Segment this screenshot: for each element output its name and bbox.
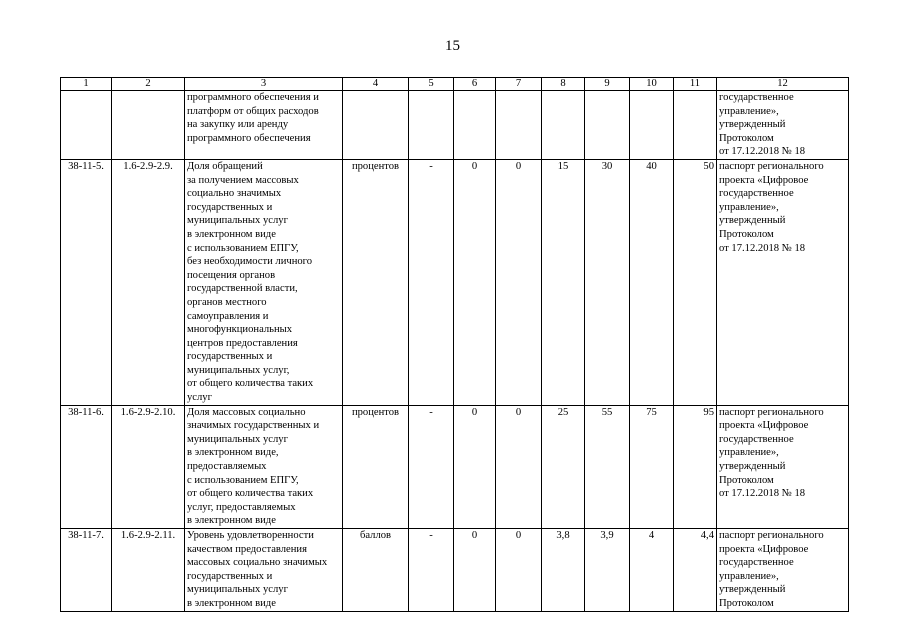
value-col-10: 40 (630, 159, 674, 405)
indicator-name: Доля массовых социально значимых государственных и муниципальных услуг в электронном виде, предоставляемых с использованием ЕПГУ, от общего количества таких услуг, предоставляемых в электронном виде (185, 405, 343, 528)
indicator-unit: процентов (343, 159, 409, 405)
column-header-row (61, 78, 849, 91)
indicator-name: программного обеспечения и платформ от общих расходов на закупку или аренду программного обеспечения (185, 91, 343, 160)
indicator-source: государственное управление», утвержденный Протоколом от 17.12.2018 № 18 (717, 91, 849, 160)
column-header: 1 (61, 78, 112, 91)
indicator-table (60, 77, 849, 612)
column-header: 9 (585, 78, 630, 91)
indicator-unit: процентов (343, 405, 409, 528)
indicator-source: паспорт регионального проекта «Цифровое государственное управление», утвержденный Протоколом от 17.12.2018 № 18 (717, 159, 849, 405)
column-header: 5 (409, 78, 454, 91)
value-col-7: 0 (496, 159, 542, 405)
table-row (61, 405, 849, 528)
value-col-8: 25 (542, 405, 585, 528)
table-row (61, 91, 849, 160)
value-col-6 (454, 91, 496, 160)
column-header: 3 (185, 78, 343, 91)
value-col-7: 0 (496, 529, 542, 612)
value-col-10: 4 (630, 529, 674, 612)
indicator-source: паспорт регионального проекта «Цифровое государственное управление», утвержденный Протоколом от 17.12.2018 № 18 (717, 405, 849, 528)
indicator-unit: баллов (343, 529, 409, 612)
column-header: 10 (630, 78, 674, 91)
column-header: 4 (343, 78, 409, 91)
column-header: 11 (674, 78, 717, 91)
value-col-5: - (409, 159, 454, 405)
indicator-code: 38-11-6. (61, 405, 112, 528)
indicator-source: паспорт регионального проекта «Цифровое государственное управление», утвержденный Протоколом (717, 529, 849, 612)
value-col-11: 4,4 (674, 529, 717, 612)
value-col-5: - (409, 405, 454, 528)
indicator-index (112, 91, 185, 160)
value-col-9: 3,9 (585, 529, 630, 612)
indicator-index: 1.6-2.9-2.11. (112, 529, 185, 612)
indicator-index: 1.6-2.9-2.10. (112, 405, 185, 528)
value-col-5: - (409, 529, 454, 612)
value-col-7: 0 (496, 405, 542, 528)
value-col-6: 0 (454, 159, 496, 405)
value-col-10: 75 (630, 405, 674, 528)
indicator-index: 1.6-2.9-2.9. (112, 159, 185, 405)
value-col-8 (542, 91, 585, 160)
column-header: 8 (542, 78, 585, 91)
page-number: 15 (445, 38, 460, 54)
indicator-unit (343, 91, 409, 160)
indicator-code: 38-11-7. (61, 529, 112, 612)
value-col-8: 3,8 (542, 529, 585, 612)
value-col-5 (409, 91, 454, 160)
indicator-code: 38-11-5. (61, 159, 112, 405)
indicator-name: Доля обращений за получением массовых социально значимых государственных и муниципальных услуг в электронном виде с использованием ЕПГУ, без необходимости личного посещения органов государственной власти, органов местного самоуправления и многофункциональных центров предоставления государственных и муниципальных услуг, от общего количества таких услуг (185, 159, 343, 405)
value-col-9: 30 (585, 159, 630, 405)
value-col-8: 15 (542, 159, 585, 405)
column-header: 7 (496, 78, 542, 91)
indicator-name: Уровень удовлетворенности качеством предоставления массовых социально значимых государственных и муниципальных услуг в электронном виде (185, 529, 343, 612)
table-row (61, 529, 849, 612)
value-col-11: 95 (674, 405, 717, 528)
column-header: 2 (112, 78, 185, 91)
indicator-code (61, 91, 112, 160)
column-header: 6 (454, 78, 496, 91)
value-col-6: 0 (454, 529, 496, 612)
value-col-11 (674, 91, 717, 160)
value-col-10 (630, 91, 674, 160)
value-col-11: 50 (674, 159, 717, 405)
table-row (61, 159, 849, 405)
column-header: 12 (717, 78, 849, 91)
value-col-7 (496, 91, 542, 160)
value-col-9: 55 (585, 405, 630, 528)
value-col-6: 0 (454, 405, 496, 528)
value-col-9 (585, 91, 630, 160)
